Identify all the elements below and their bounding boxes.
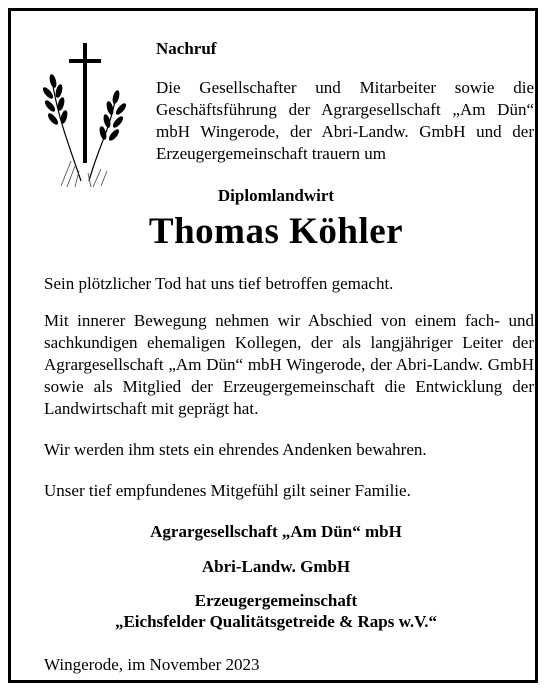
signatory-2: Abri-Landw. GmbH (201, 557, 351, 576)
cross-wheat-icon (31, 31, 131, 191)
paragraph-3: Wir werden ihm stets ein ehrendes Andenken bewahren. (44, 440, 427, 459)
deceased-title: Diplomlandwirt (217, 186, 335, 205)
signatory-3: Erzeugergemeinschaft (194, 591, 358, 610)
paragraph-4: Unser tief empfundenes Mitgefühl gilt seiner Familie. (44, 481, 411, 500)
obituary-frame (8, 8, 538, 683)
obituary-heading: Nachruf (156, 39, 217, 58)
paragraph-2: Mit innerer Bewegung nehmen wir Abschied von einem fach- und sachkundigen ehemaligen Kollegen, der als langjähriger Leiter der Agrargesellschaft „Am Dün“ mbH Wingerode, der Abri-Landw. GmbH sowie als Mitglied der Erzeugergemeinschaft die Entwicklung der Landwirtschaft mit geprägt hat. (44, 311, 534, 418)
signatory-1: Agrargesellschaft „Am Dün“ mbH (150, 522, 402, 541)
signatory-4: „Eichsfelder Qualitätsgetreide & Raps w.V.“ (114, 612, 438, 631)
deceased-name: Thomas Köhler (148, 211, 404, 252)
intro-text: Die Gesellschafter und Mitarbeiter sowie die Geschäftsführung der Agrargesellschaft „Am Dün“ mbH Wingerode, der Abri-Landw. GmbH und der Erzeugergemeinschaft trauern um (156, 78, 534, 163)
paragraph-1: Sein plötzlicher Tod hat uns tief betroffen gemacht. (44, 274, 394, 293)
place-date: Wingerode, im November 2023 (44, 655, 260, 674)
